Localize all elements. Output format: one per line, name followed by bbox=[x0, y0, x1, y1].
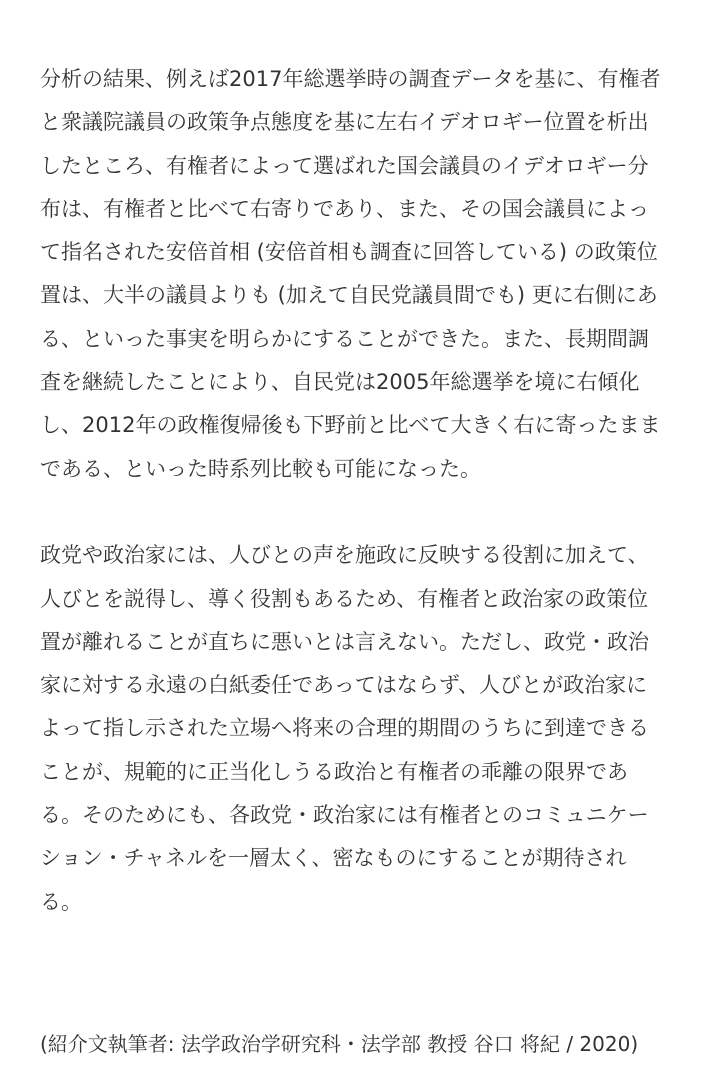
text-line: る、といった事実を明らかにすることができた。また、長期間調 bbox=[40, 326, 649, 351]
paragraph-analysis-results bbox=[40, 58, 680, 491]
text-line: 置は、大半の議員よりも (加えて自民党議員間でも) 更に右側にあ bbox=[40, 283, 658, 308]
text-line: したところ、有権者によって選ばれた国会議員のイデオロギー分 bbox=[40, 153, 649, 178]
text-line: と衆議院議員の政策争点態度を基に左右イデオロギー位置を析出 bbox=[40, 110, 649, 135]
paragraph-parties-and-voters bbox=[40, 534, 680, 924]
article-body bbox=[40, 58, 680, 924]
text-line: る。そのためにも、各政党・政治家には有権者とのコミュニケー bbox=[40, 803, 649, 828]
text-line: である、といった時系列比較も可能になった。 bbox=[40, 456, 481, 481]
text-line: し、2012年の政権復帰後も下野前と比べて大きく右に寄ったまま bbox=[40, 413, 661, 438]
text-line: る。 bbox=[40, 889, 82, 914]
text-line: て指名された安倍首相 (安倍首相も調査に回答している) の政策位 bbox=[40, 240, 658, 265]
text-line: 政党や政治家には、人びとの声を施政に反映する役割に加えて、 bbox=[40, 543, 649, 568]
text-line: 布は、有権者と比べて右寄りであり、また、その国会議員によっ bbox=[40, 196, 649, 221]
text-line: 分析の結果、例えば2017年総選挙時の調査データを基に、有権者 bbox=[40, 67, 661, 91]
text-line: 置が離れることが直ちに悪いとは言えない。ただし、政党・政治 bbox=[40, 629, 649, 654]
text-line: 人びとを説得し、導く役割もあるため、有権者と政治家の政策位 bbox=[40, 586, 649, 611]
text-line: よって指し示された立場へ将来の合理的期間のうちに到達できる bbox=[40, 716, 649, 741]
author-credit: (紹介文執筆者: 法学政治学研究科・法学部 教授 谷口 将紀 / 2020) bbox=[40, 1032, 639, 1056]
text-line: ション・チャネルを一層太く、密なものにすることが期待され bbox=[40, 846, 627, 871]
text-line: 家に対する永遠の白紙委任であってはならず、人びとが政治家に bbox=[40, 673, 648, 698]
text-line: ことが、規範的に正当化しうる政治と有権者の乖離の限界であ bbox=[40, 759, 628, 784]
text-line: 査を継続したことにより、自民党は2005年総選挙を境に右傾化 bbox=[40, 370, 640, 395]
